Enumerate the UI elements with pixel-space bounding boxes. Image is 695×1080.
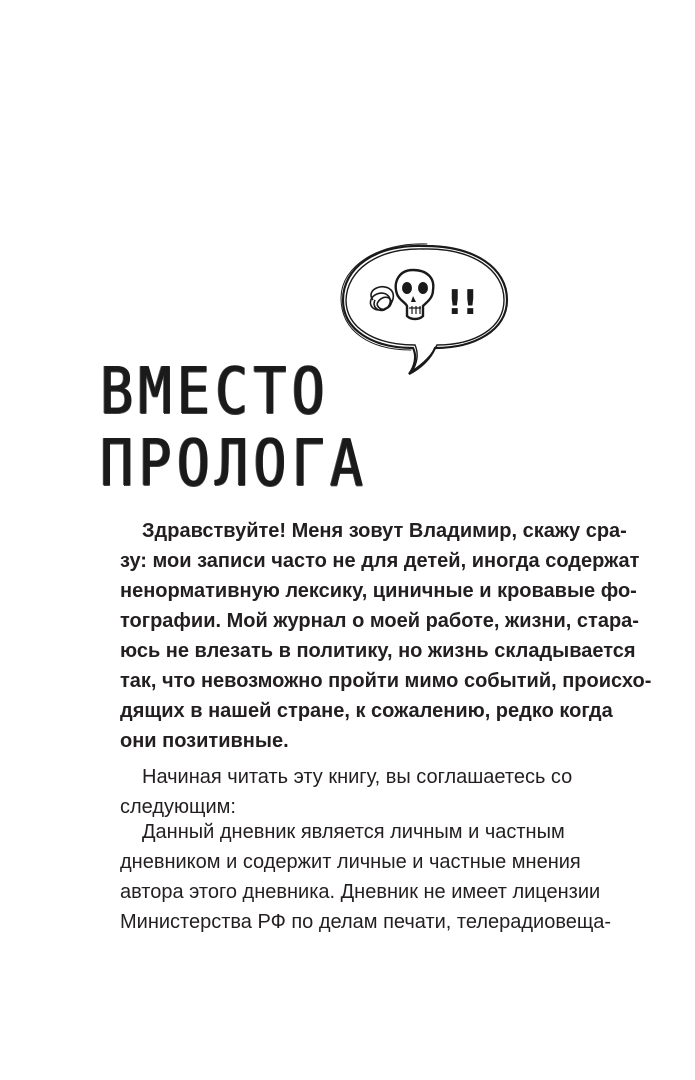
text-line: дневником и содержит личные и частные мнения — [120, 851, 581, 873]
exclamation-marks: !! — [447, 283, 479, 323]
text-line: Министерства РФ по делам печати, телерадиовеща- — [120, 911, 612, 933]
chapter-title-line-2: ПРОЛОГА — [100, 427, 369, 501]
text-line: следующим: — [120, 796, 236, 818]
skull-icon — [396, 270, 434, 319]
text-line: Здравствуйте! Меня зовут Владимир, скажу сра- — [142, 520, 627, 542]
agreement-paragraph — [120, 762, 573, 822]
text-line: юсь не влезать в политику, но жизнь складывается — [120, 640, 636, 662]
disclaimer-paragraph — [120, 817, 612, 937]
speech-bubble-skull-icon — [335, 238, 515, 378]
text-line: ненормативную лексику, циничные и кровавые фо- — [120, 580, 637, 602]
intro-paragraph — [120, 516, 652, 756]
text-line: так, что невозможно пройти мимо событий, происхо- — [120, 670, 652, 692]
scribble-icon — [370, 287, 393, 311]
text-line: тографии. Мой журнал о моей работе, жизни, стара- — [120, 610, 639, 632]
text-line: автора этого дневника. Дневник не имеет лицензии — [120, 881, 601, 903]
text-line: они позитивные. — [120, 730, 289, 752]
text-line: Начиная читать эту книгу, вы соглашаетесь со — [142, 766, 573, 788]
text-line: зу: мои записи часто не для детей, иногда содержат — [120, 550, 640, 572]
text-line: Данный дневник является личным и частным — [142, 821, 565, 843]
chapter-title-line-1: ВМЕСТО — [100, 355, 330, 429]
text-line: дящих в нашей стране, к сожалению, редко когда — [120, 700, 613, 722]
